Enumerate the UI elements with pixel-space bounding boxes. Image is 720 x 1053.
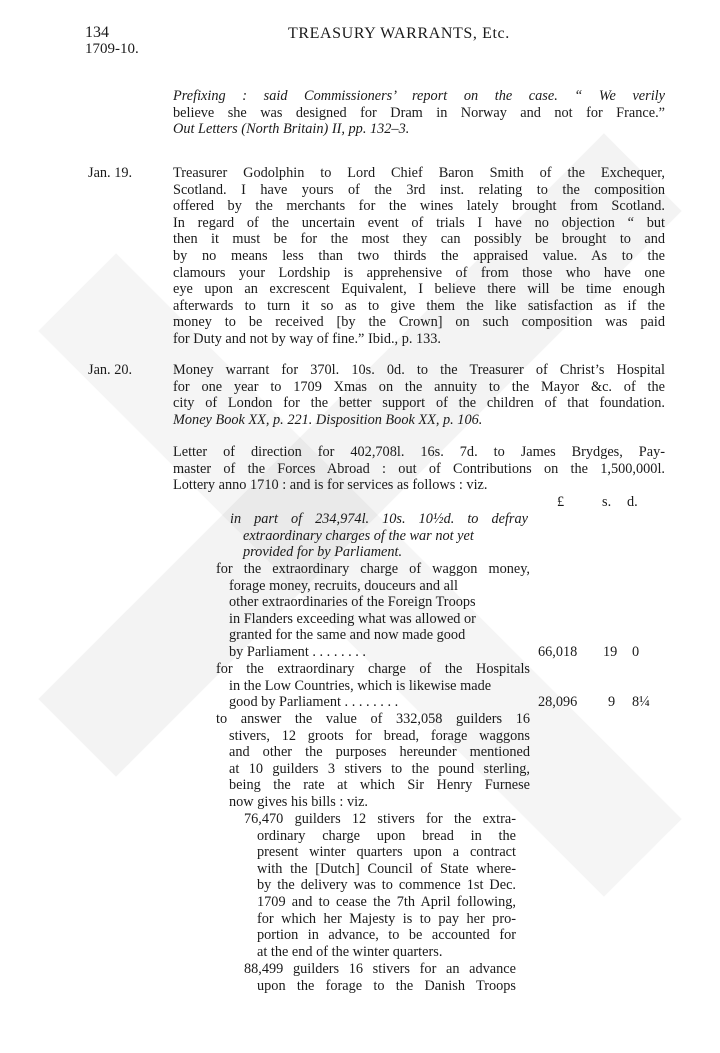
sub-item-bread [244,811,516,960]
text-line: portion in advance, to be accounted for [257,927,516,944]
sub-item-forage [244,961,516,994]
text-line: Scotland. I have yours of the 3rd inst. relating to the composition [173,181,665,198]
text-line: then it must be for the most they can possibly be brought to and [173,231,665,248]
text-line: eye upon an excrescent Equivalent, I believe there will be time enough [173,281,665,298]
text-line: at 10 guilders 3 stivers to the pound sterling, [229,760,530,777]
col-header-pounds: £ [557,494,565,510]
text-line: In regard of the uncertain event of trials I have no objection “ but [173,214,665,231]
text-line: Lottery anno 1710 : and is for services as follows : viz. [173,477,488,494]
text-line: extraordinary charges of the war not yet [243,527,474,544]
text-line: afterwards to turn it so as to give them the like satisfaction as if the [173,297,665,314]
text-line: stivers, 12 groots for bread, forage waggons [229,727,530,744]
text-line: provided for by Parliament. [243,544,403,561]
text-line: granted for the same and now made good [229,627,466,644]
text-line: for Duty and not by way of fine.” Ibid., p. 133. [173,330,442,347]
text-line: upon the forage to the Danish Troops [257,977,516,994]
entry-prefixing [173,88,665,138]
citation: Out Letters (North Britain) II, pp. 132–3. [173,121,410,138]
entry-date: Jan. 20. [88,362,133,378]
col-header-shillings: s. [602,494,612,510]
amount-pence: 0 [632,644,640,660]
text-line: offered by the merchants for the wines lately brought from Scotland. [173,198,665,215]
item-foreign-troops [216,561,530,661]
text-line: Prefixing : said Commissioners’ report on the case. “ We verily [173,88,665,104]
text-line: for the extraordinary charge of the Hospitals [216,661,530,677]
text-line: present winter quarters upon a contract [257,844,516,861]
text-line: now gives his bills : viz. [229,793,368,810]
text-line: at the end of the winter quarters. [257,943,443,960]
text-line: 1709 and to cease the 7th April following, [257,893,516,910]
text-line: clamours your Lordship is apprehensive of from those who have one [173,264,665,281]
amount-pounds: 66,018 [538,644,578,660]
text-line: money to be received [by the Crown] on such composition was paid [173,314,665,331]
entry-godolphin-letter [173,165,665,348]
citation: Money Book XX, p. 221. Disposition Book XX, p. 106. [173,411,483,428]
entry-letter-of-direction [173,444,665,494]
text-line: city of London for the better support of the children of that foundation. [173,395,665,412]
text-line: Treasurer Godolphin to Lord Chief Baron Smith of the Exchequer, [173,165,665,181]
text-line: in part of 234,974l. 10s. 10½d. to defray [230,511,528,527]
amount-shillings: 19 [603,644,618,660]
item-hospitals [216,661,530,711]
text-line: in Flanders exceeding what was allowed or [229,610,476,627]
text-line: for which her Majesty is to pay her pro- [257,910,516,927]
text-line: by no means less than two thirds the appraised value. As to the [173,247,665,264]
text-line: for one year to 1709 Xmas on the annuity to the Mayor &c. of the [173,378,665,395]
text-line: by Parliament . . . . . . . . [229,643,366,660]
amount-shillings: 9 [608,694,616,710]
amount-pounds: 28,096 [538,694,578,710]
text-line: Money warrant for 370l. 10s. 0d. to the Treasurer of Christ’s Hospital [173,362,665,378]
margin-year: 1709-10. [85,41,139,57]
col-header-pence: d. [627,494,638,510]
text-line: forage money, recruits, douceurs and all [229,577,458,594]
text-line: by the delivery was to commence 1st Dec. [257,877,516,894]
in-part-heading [230,511,528,561]
text-line: with the [Dutch] Council of State where- [257,860,516,877]
amount-pence: 8¼ [632,694,650,710]
text-line: master of the Forces Abroad : out of Contributions on the 1,500,000l. [173,460,665,477]
entry-money-warrant [173,362,665,428]
text-line: and other the purposes hereunder mentioned [229,744,530,761]
text-line: ordinary charge upon bread in the [257,827,516,844]
entry-date: Jan. 19. [88,165,133,181]
page-number: 134 [85,24,109,41]
item-guilders [216,711,530,811]
text-line: Letter of direction for 402,708l. 16s. 7d. to James Brydges, Pay- [173,444,665,460]
text-line: other extraordinaries of the Foreign Troops [229,594,476,611]
text-line: in the Low Countries, which is likewise made [229,677,492,694]
text-line: being the rate at which Sir Henry Furnese [229,777,530,794]
text-line: 88,499 guilders 16 stivers for an advance [244,961,516,977]
text-line: good by Parliament . . . . . . . . [229,694,399,711]
text-line: to answer the value of 332,058 guilders 16 [216,711,530,727]
text-line: 76,470 guilders 12 stivers for the extra- [244,811,516,827]
text-line: believe she was designed for Dram in Norway and not for France.” [173,104,665,121]
running-title: TREASURY WARRANTS, Etc. [288,25,510,42]
text-line: for the extraordinary charge of waggon money, [216,561,530,577]
